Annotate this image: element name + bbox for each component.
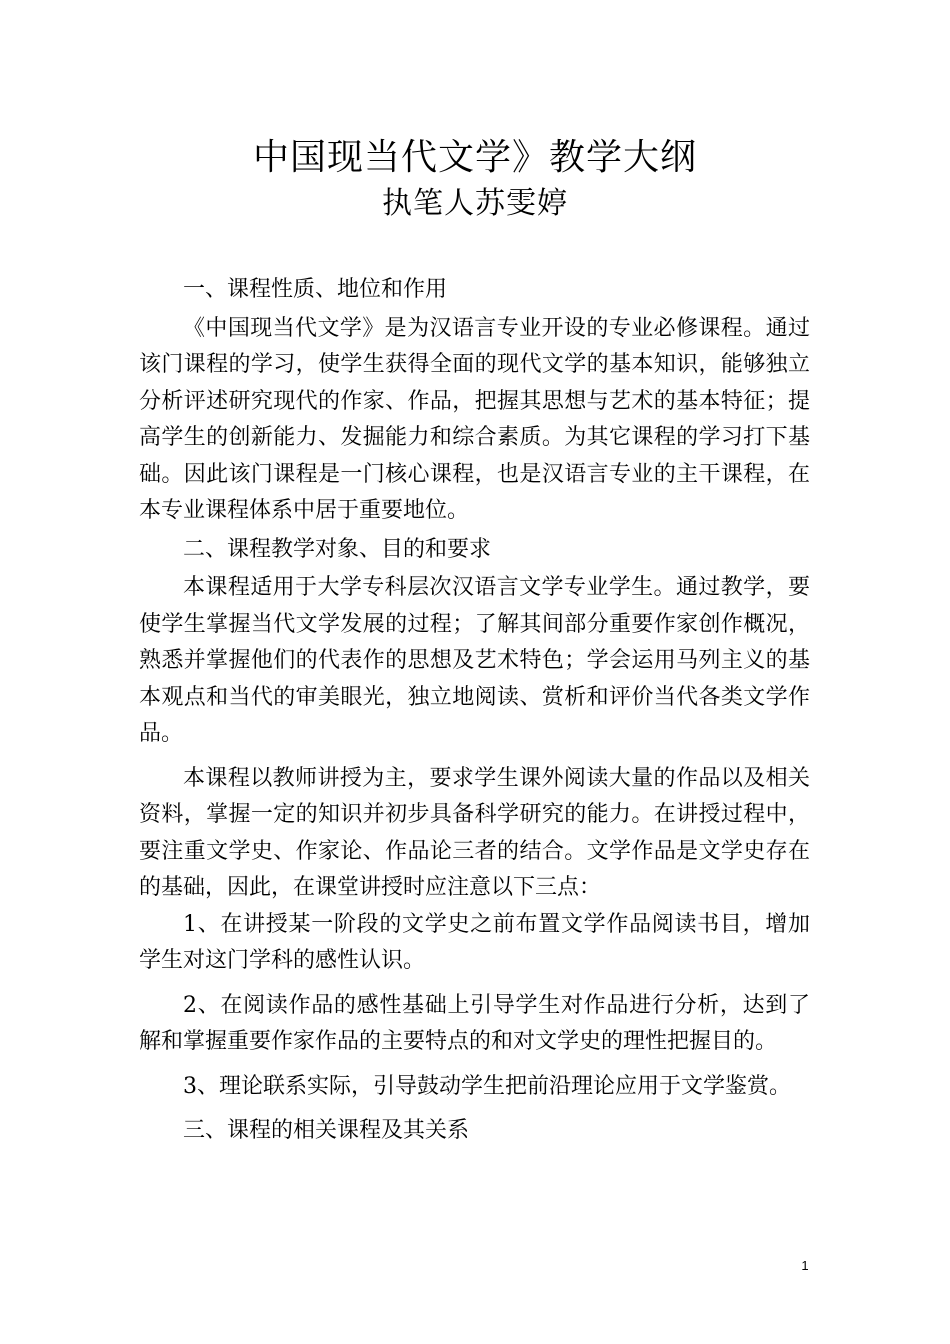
page-number: 1 xyxy=(801,1258,809,1273)
document-body xyxy=(139,270,810,1150)
section-2-list-item-2: 2、在阅读作品的感性基础上引导学生对作品进行分析，达到了解和掌握重要作家作品的主要特点的和对文学史的理性把握目的。 xyxy=(139,992,810,1054)
section-2-paragraph-2: 本课程以教师讲授为主，要求学生课外阅读大量的作品以及相关资料，掌握一定的知识并初步具备科学研究的能力。在讲授过程中，要注重文学史、作家论、作品论三者的结合。文学作品是文学史存在的基础，因此，在课堂讲授时应注意以下三点： xyxy=(139,765,810,900)
section-1-paragraph: 《中国现当代文学》是为汉语言专业开设的专业必修课程。通过该门课程的学习，使学生获得全面的现代文学的基本知识，能够独立分析评述研究现代的作家、作品，把握其思想与艺术的基本特征；提高学生的创新能力、发掘能力和综合素质。为其它课程的学习打下基础。因此该门课程是一门核心课程，也是汉语言专业的主干课程，在本专业课程体系中居于重要地位。 xyxy=(139,315,810,523)
section-2-paragraph-1: 本课程适用于大学专科层次汉语言文学专业学生。通过教学，要使学生掌握当代文学发展的过程；了解其间部分重要作家创作概况，熟悉并掌握他们的代表作的思想及艺术特色；学会运用马列主义的基本观点和当代的审美眼光，独立地阅读、赏析和评价当代各类文学作品。 xyxy=(139,575,810,746)
section-2-list-item-3: 3、理论联系实际，引导鼓动学生把前沿理论应用于文学鉴赏。 xyxy=(183,1073,791,1099)
section-heading-3: 三、课程的相关课程及其关系 xyxy=(183,1118,470,1143)
section-heading-1: 一、课程性质、地位和作用 xyxy=(183,277,448,302)
document-title: 中国现当代文学》教学大纲 xyxy=(252,137,697,178)
section-heading-2: 二、课程教学对象、目的和要求 xyxy=(183,536,492,562)
section-2-list-item-1: 1、在讲授某一阶段的文学史之前布置文学作品阅读书目，增加学生对这门学科的感性认识。 xyxy=(139,911,810,973)
document-author: 执笔人苏雯婷 xyxy=(382,186,568,221)
